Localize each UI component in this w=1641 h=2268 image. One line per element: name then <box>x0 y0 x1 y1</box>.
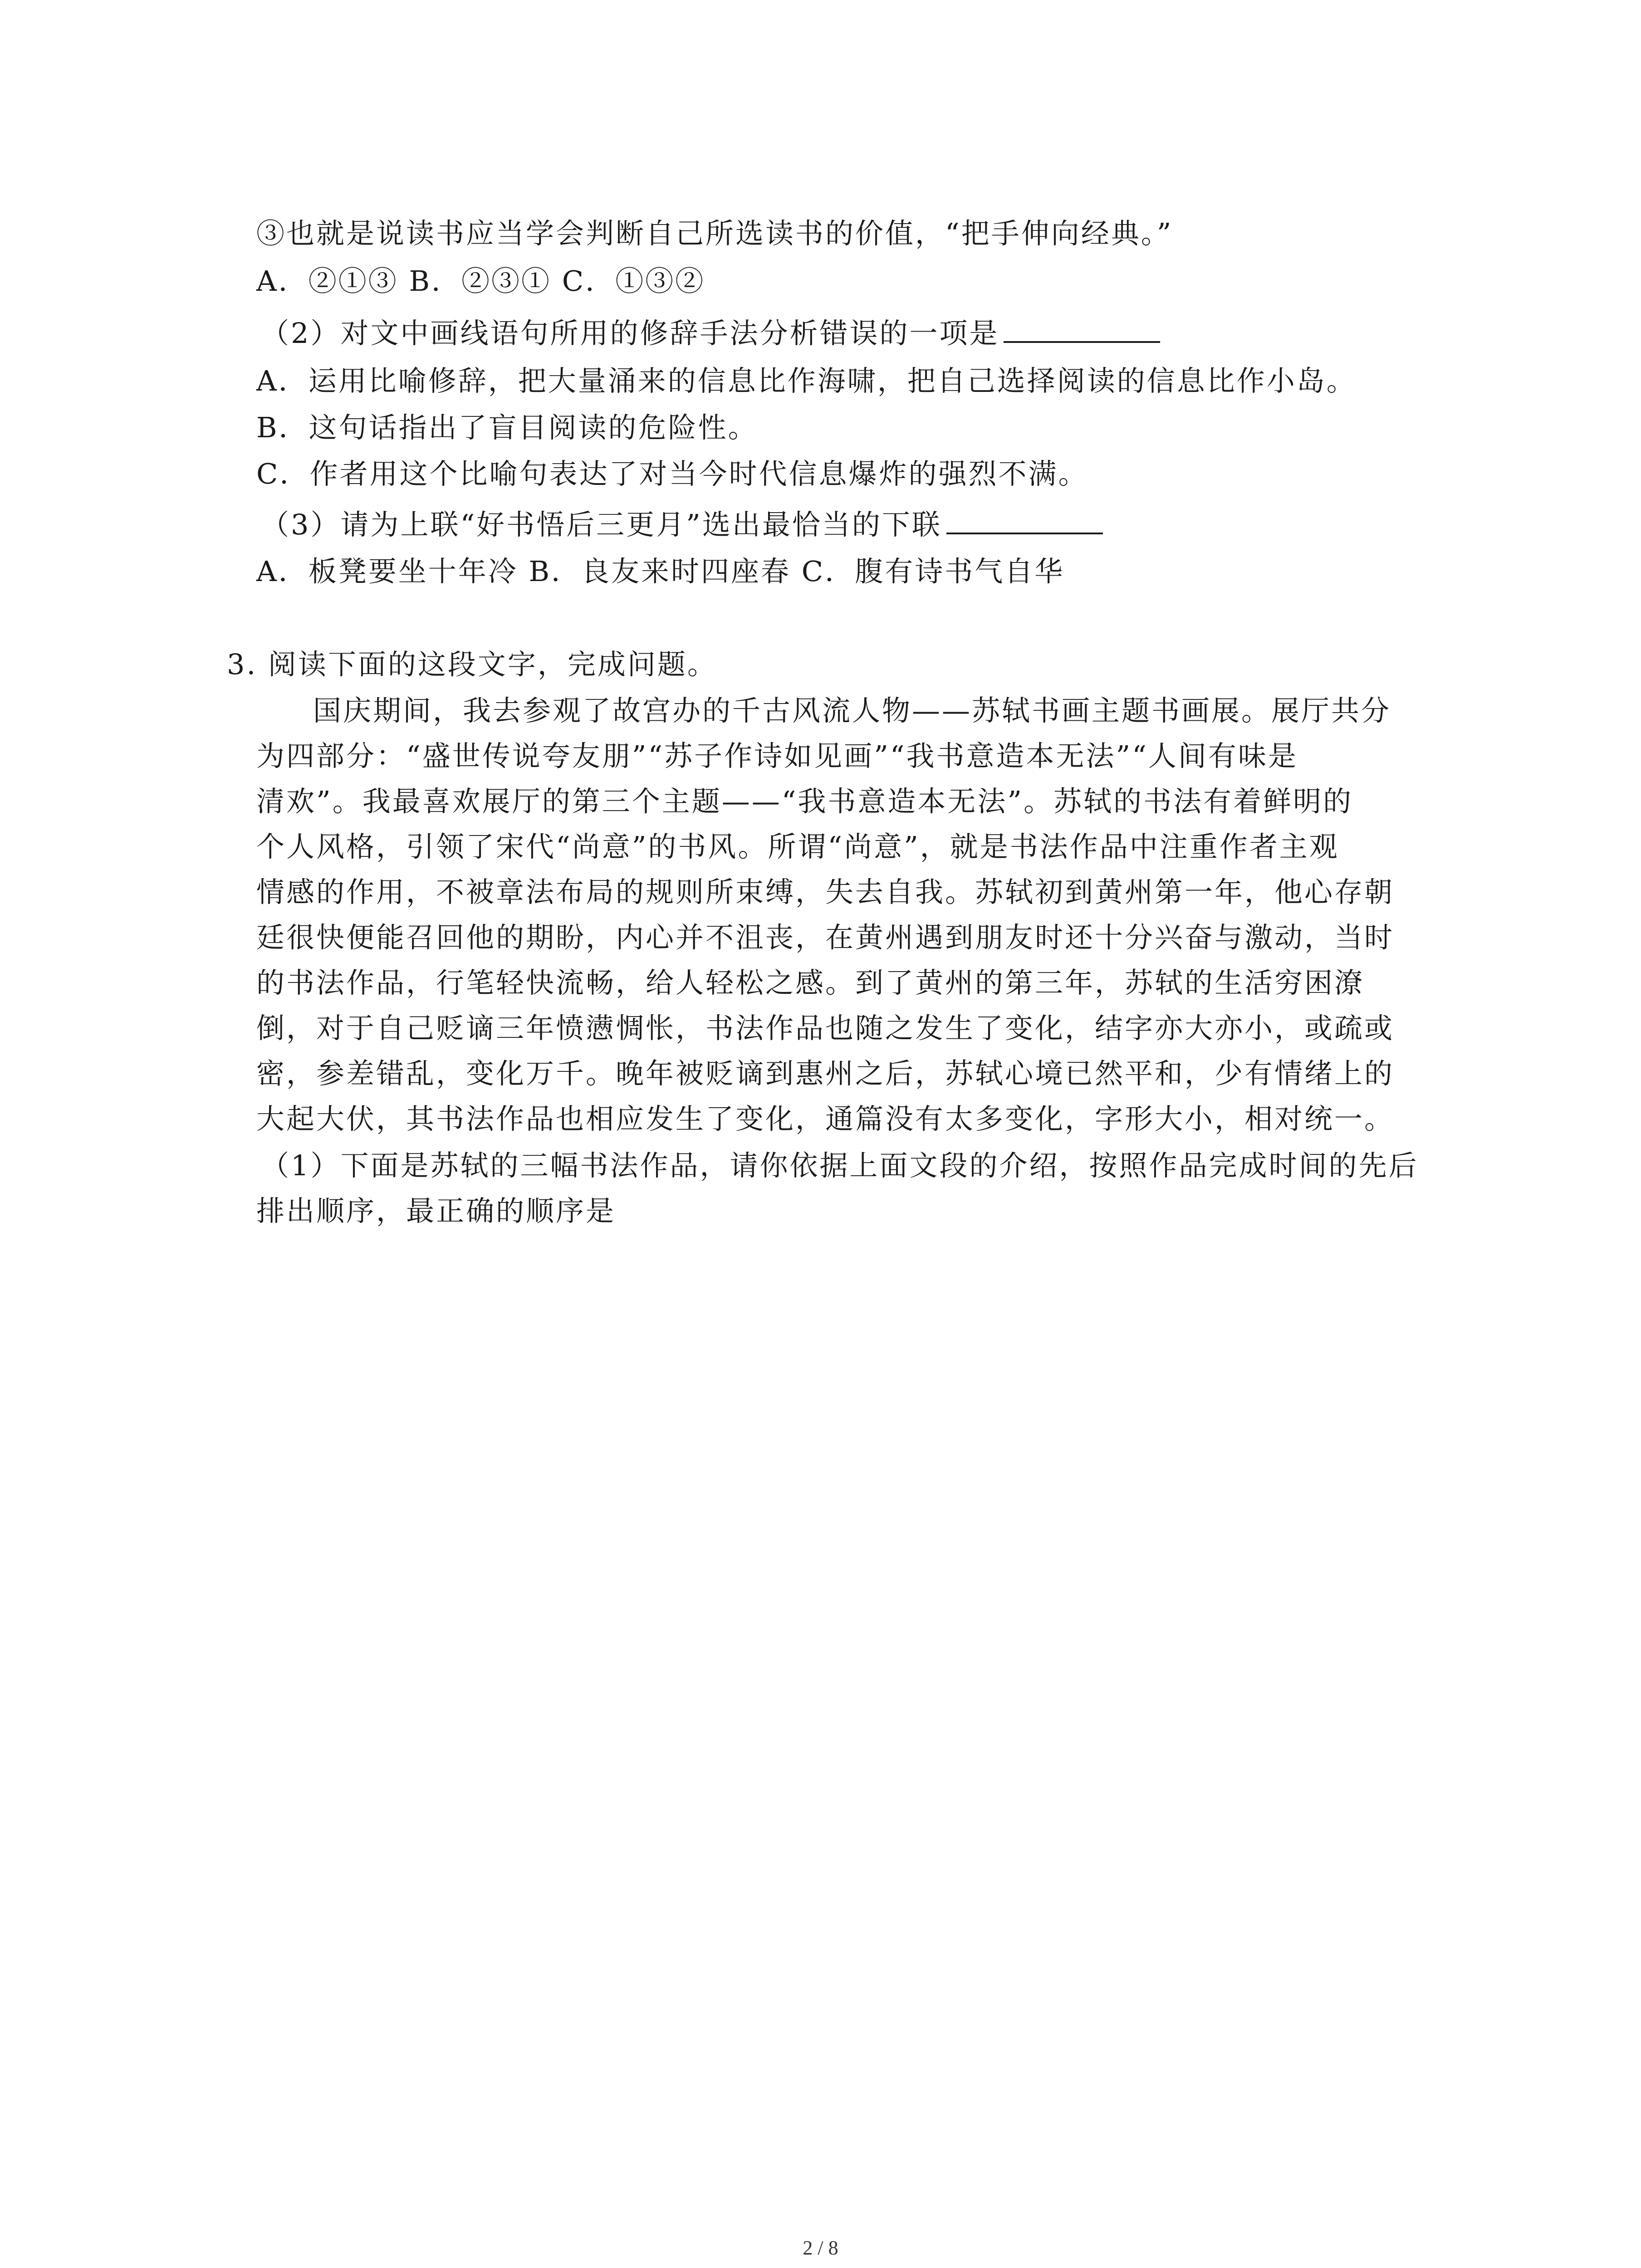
q3-passage-line: 个人风格，引领了宋代“尚意”的书风。所谓“尚意”，就是书法作品中注重作者主观 <box>256 830 1339 863</box>
q3-sub1-prompt-line1: （1）下面是苏轼的三幅书法作品，请你依据上面文段的介绍，按照作品完成时间的先后 <box>261 1149 1419 1182</box>
q3-passage-line: 密，参差错乱，变化万千。晚年被贬谪到惠州之后，苏轼心境已然平和，少有情绪上的 <box>256 1057 1395 1090</box>
answer-blank[interactable] <box>1004 314 1160 343</box>
q3-passage-line: 廷很快便能召回他的期盼，内心并不沮丧，在黄州遇到朋友时还十分兴奋与激动，当时 <box>256 921 1395 954</box>
q3-passage-line: 大起大伏，其书法作品也相应发生了变化，通篇没有太多变化，字形大小，相对统一。 <box>256 1102 1395 1135</box>
q3-passage-line: 的书法作品，行笔轻快流畅，给人轻松之感。到了黄州的第三年，苏轼的生活穷困潦 <box>256 966 1365 999</box>
q2-sub2-option-c: C．作者用这个比喻句表达了对当今时代信息爆炸的强烈不满。 <box>256 457 1088 490</box>
answer-blank[interactable] <box>946 505 1103 534</box>
q2-sub2-prompt-text: （2）对文中画线语句所用的修辞手法分析错误的一项是 <box>261 317 999 350</box>
q2-sub2-option-b: B．这句话指出了盲目阅读的危险性。 <box>256 411 758 444</box>
q2-sub2-option-a: A．运用比喻修辞，把大量涌来的信息比作海啸，把自己选择阅读的信息比作小岛。 <box>256 364 1357 397</box>
q2-item-3: ③也就是说读书应当学会判断自己所选读书的价值，“把手伸向经典。” <box>256 217 1173 250</box>
q3-passage-line: 倒，对于自己贬谪三年愤懑惆怅，书法作品也随之发生了变化，结字亦大亦小，或疏或 <box>256 1012 1395 1045</box>
q2-sub3-options: A．板凳要坐十年冷 B．良友来时四座春 C．腹有诗书气自华 <box>256 555 1065 588</box>
q2-sub2-prompt <box>261 313 1160 354</box>
q3-passage-line: 情感的作用，不被章法布局的规则所束缚，失去自我。苏轼初到黄州第一年，他心存朝 <box>256 875 1395 909</box>
q2-order-options: A．②①③ B．②③① C．①③② <box>256 264 705 298</box>
q2-sub3-prompt-text: （3）请为上联“好书悟后三更月”选出最恰当的下联 <box>261 508 942 541</box>
q3-heading: 3. 阅读下面的这段文字，完成问题。 <box>227 648 717 681</box>
q3-passage-line: 清欢”。我最喜欢展厅的第三个主题——“我书意造本无法”。苏轼的书法有着鲜明的 <box>256 785 1353 818</box>
q3-sub1-prompt-line2: 排出顺序，最正确的顺序是 <box>256 1194 616 1227</box>
page-number: 2 / 8 <box>803 2237 838 2259</box>
q2-sub3-prompt <box>261 504 1103 545</box>
q3-passage-line: 为四部分：“盛世传说夸友朋”“苏子作诗如见画”“我书意造本无法”“人间有味是 <box>256 739 1298 772</box>
q3-passage-line: 国庆期间，我去参观了故宫办的千古风流人物——苏轼书画主题书画展。展厅共分 <box>313 694 1391 727</box>
